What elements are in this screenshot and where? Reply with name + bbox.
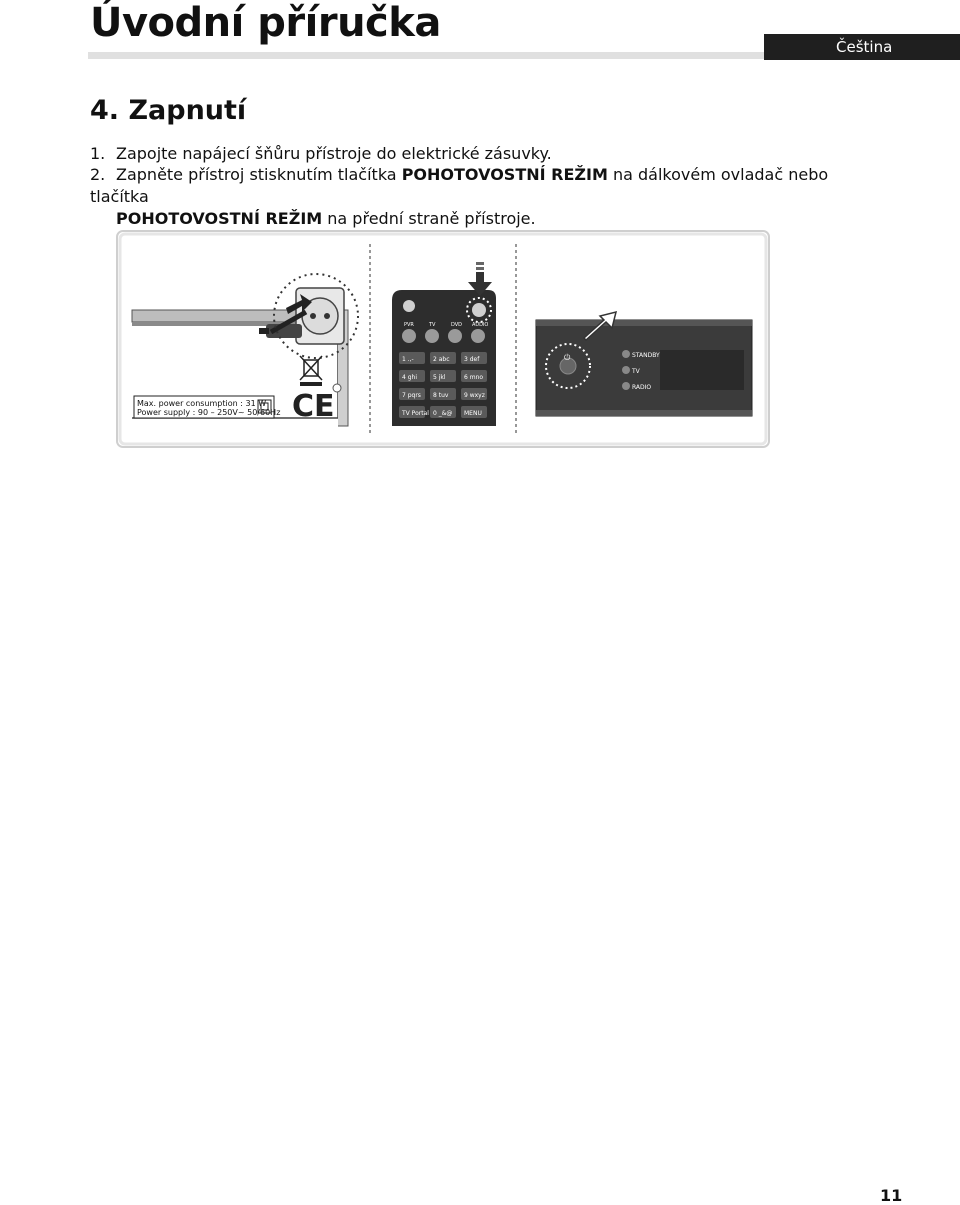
step-2: [90, 164, 890, 230]
step-text: na dálkovém ovladač nebo tlačítka: [90, 165, 829, 206]
remote-key-label: 7 pqrs: [402, 392, 421, 399]
step-1: [90, 143, 552, 165]
power-on-illustration: [116, 230, 770, 448]
rating-line-2: Power supply : 90 – 250V~ 50/60Hz: [137, 408, 281, 417]
remote-key-label: 5 jkl: [433, 374, 446, 381]
header-rule: [88, 52, 764, 59]
remote-key-label: 2 abc: [433, 356, 450, 363]
receiver-front: [536, 320, 752, 416]
step-text: Zapojte napájecí šňůru přístroje do elektrické zásuvky.: [116, 144, 552, 163]
remote-top-label: TV: [429, 322, 436, 328]
remote-key-label: TV Portal: [402, 410, 429, 417]
step-text: na přední straně přístroje.: [322, 209, 536, 228]
remote-top-label: PVR: [404, 322, 414, 328]
remote-key-label: 4 ghi: [402, 374, 418, 381]
standby-button: [472, 303, 486, 317]
remote-key-label: 0 _&@: [433, 410, 453, 417]
mute-button: [403, 300, 415, 312]
remote-key-label: MENU: [464, 410, 482, 417]
remote-key-label: 3 def: [464, 356, 480, 363]
power-icon: ⏻: [564, 353, 571, 362]
remote-key-label: 8 tuv: [433, 392, 449, 399]
step-number: 2.: [90, 165, 106, 184]
ce-mark-icon: CE: [292, 389, 335, 424]
page-title: Úvodní příručka: [90, 0, 441, 46]
language-tab: Čeština: [764, 34, 960, 60]
led-label: RADIO: [632, 384, 652, 391]
standby-term: POHOTOVOSTNÍ REŽIM: [116, 209, 323, 228]
led-label: TV: [632, 368, 640, 375]
section-title: 4. Zapnutí: [90, 95, 247, 126]
remote-top-label: AUDIO: [472, 322, 489, 328]
standby-term: POHOTOVOSTNÍ REŽIM: [401, 165, 608, 184]
page-number: 11: [880, 1186, 903, 1205]
rating-line-1: Max. power consumption : 31 W: [137, 399, 267, 408]
front-display: [660, 350, 744, 390]
remote-key-label: 1 .,-: [402, 356, 414, 363]
step-number: 1.: [90, 144, 106, 163]
remote-control: [392, 290, 496, 426]
remote-key-label: 6 mno: [464, 374, 484, 381]
remote-top-label: DVD: [451, 322, 463, 328]
remote-key-label: 9 wxyz: [464, 392, 485, 399]
led-label: STANDBY: [632, 352, 660, 359]
step-text: Zapněte přístroj stisknutím tlačítka: [116, 165, 402, 184]
